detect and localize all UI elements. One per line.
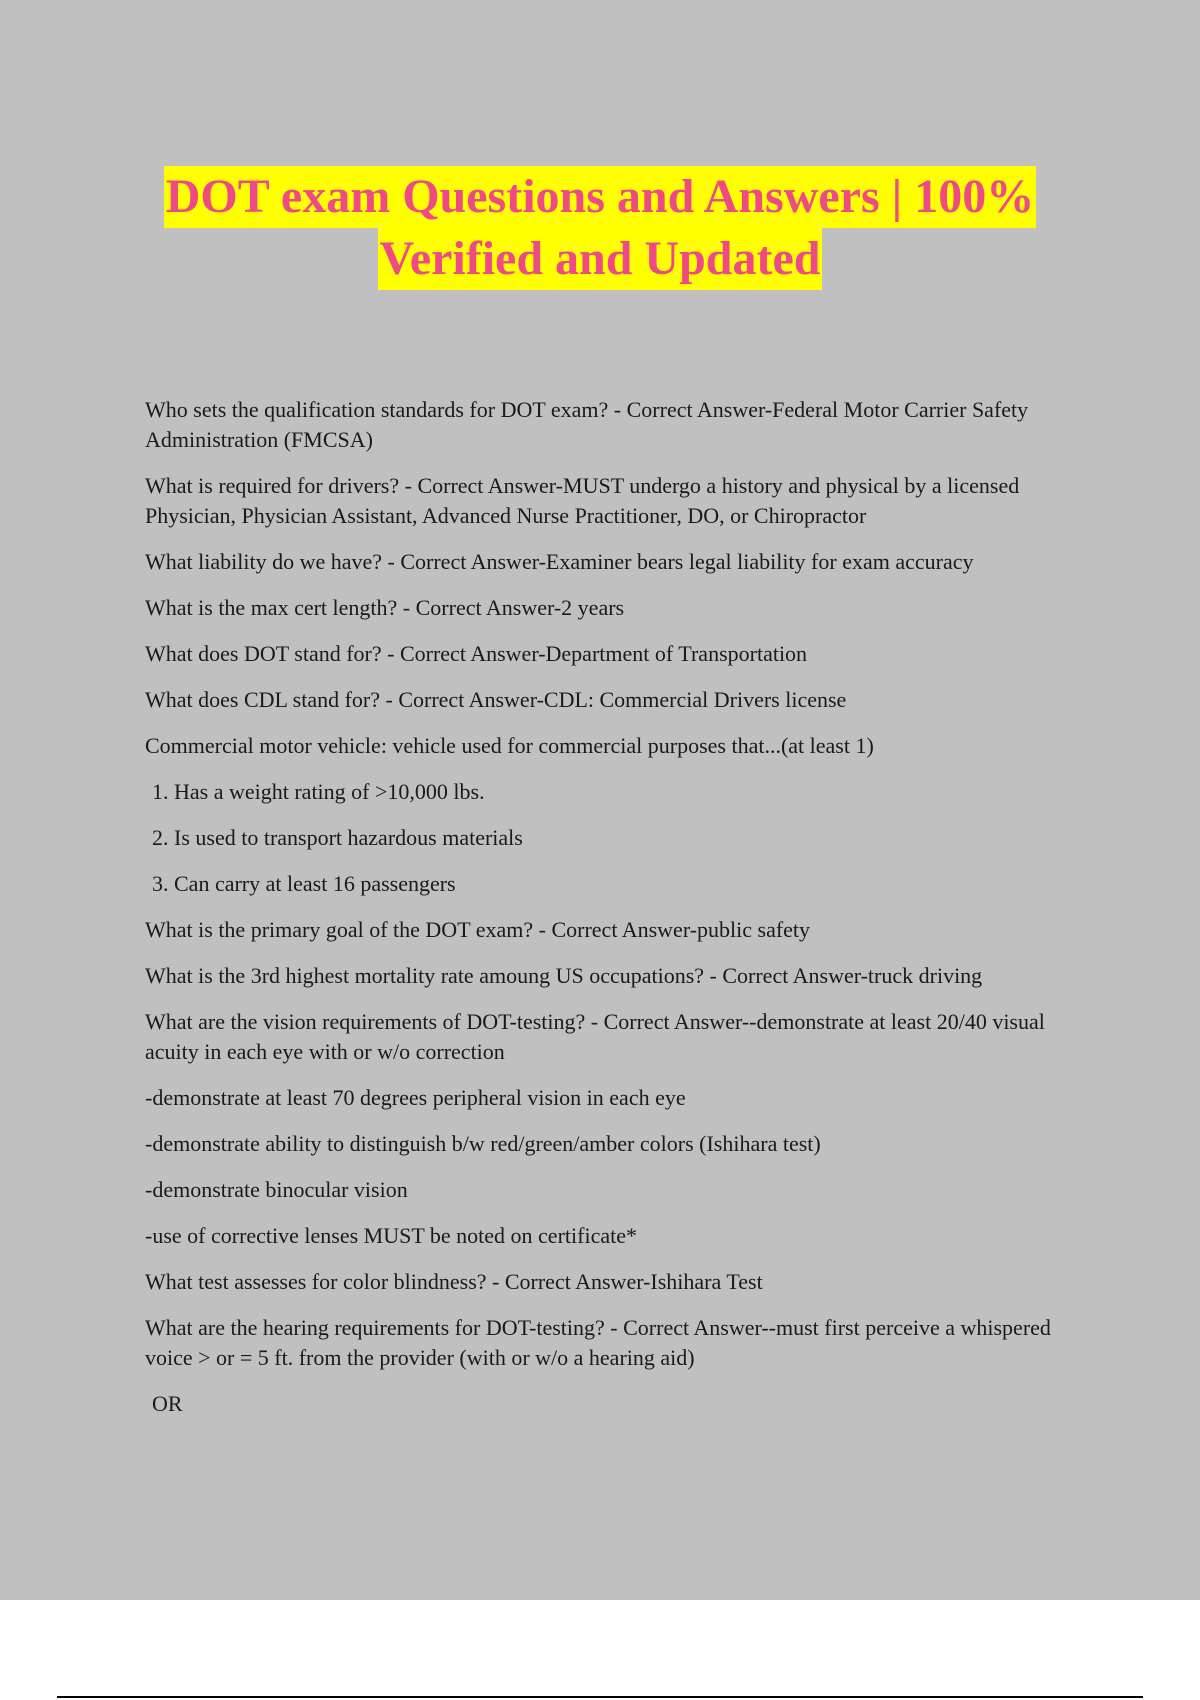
document-title	[0, 166, 1200, 290]
list-item: 3. Can carry at least 16 passengers	[152, 871, 456, 896]
title-line-1: DOT exam Questions and Answers | 100%	[164, 166, 1036, 228]
qa-paragraph: Commercial motor vehicle: vehicle used for commercial purposes that...(at least 1)	[145, 733, 874, 758]
title-line-2: Verified and Updated	[378, 228, 823, 290]
qa-paragraph: -demonstrate binocular vision	[145, 1177, 408, 1202]
qa-paragraph: OR	[152, 1391, 183, 1416]
qa-paragraph: What are the vision requirements of DOT-testing? - Correct Answer--demonstrate at least 20/40 visual acuity in each eye with or w/o correction	[145, 1009, 1045, 1064]
list-item: 1. Has a weight rating of >10,000 lbs.	[152, 779, 485, 804]
document-body	[145, 395, 1080, 1435]
page-divider	[57, 1696, 1143, 1698]
qa-paragraph: Who sets the qualification standards for DOT exam? - Correct Answer-Federal Motor Carrier Safety Administration (FMCSA)	[145, 397, 1029, 452]
qa-paragraph: What is the primary goal of the DOT exam? - Correct Answer-public safety	[145, 917, 811, 942]
qa-paragraph: What are the hearing requirements for DOT-testing? - Correct Answer--must first perceive a whispered voice > or = 5 ft. from the provider (with or w/o a hearing aid)	[145, 1315, 1051, 1370]
qa-paragraph: What is the 3rd highest mortality rate amoung US occupations? - Correct Answer-truck driving	[145, 963, 983, 988]
list-item: 2. Is used to transport hazardous materials	[152, 825, 523, 850]
qa-paragraph: What test assesses for color blindness? - Correct Answer-Ishihara Test	[145, 1269, 763, 1294]
qa-paragraph: What is the max cert length? - Correct Answer-2 years	[145, 595, 625, 620]
qa-paragraph: -use of corrective lenses MUST be noted on certificate*	[145, 1223, 637, 1248]
qa-paragraph: -demonstrate at least 70 degrees peripheral vision in each eye	[145, 1085, 686, 1110]
qa-paragraph: What is required for drivers? - Correct Answer-MUST undergo a history and physical by a licensed Physician, Physician Assistant, Advanced Nurse Practitioner, DO, or Chiropractor	[145, 473, 1020, 528]
qa-paragraph: What liability do we have? - Correct Answer-Examiner bears legal liability for exam accuracy	[145, 549, 974, 574]
qa-paragraph: What does CDL stand for? - Correct Answer-CDL: Commercial Drivers license	[145, 687, 847, 712]
qa-paragraph: -demonstrate ability to distinguish b/w red/green/amber colors (Ishihara test)	[145, 1131, 821, 1156]
qa-paragraph: What does DOT stand for? - Correct Answer-Department of Transportation	[145, 641, 808, 666]
